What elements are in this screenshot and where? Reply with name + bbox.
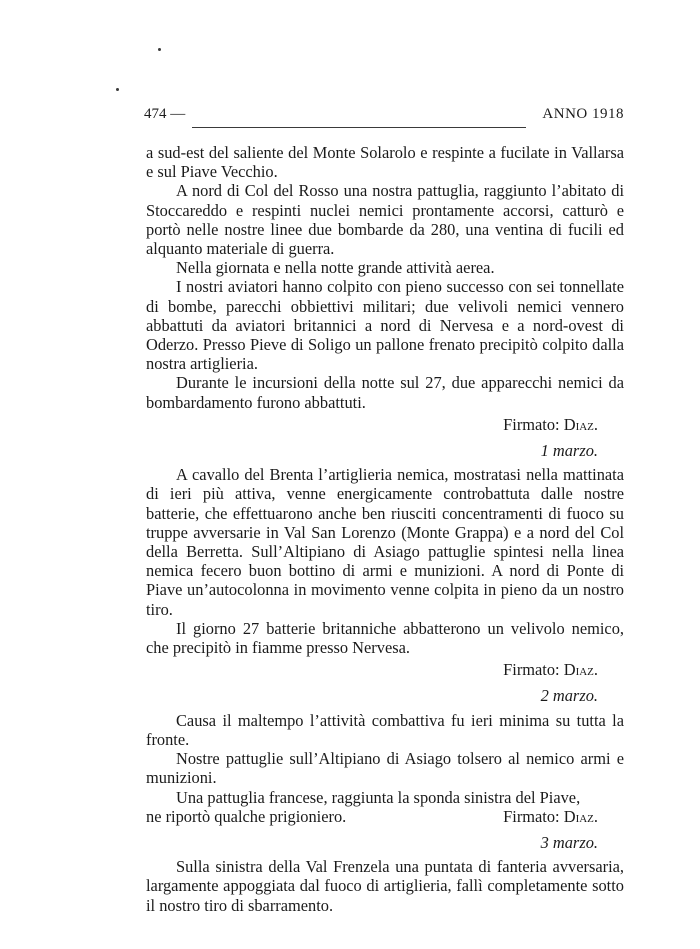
signature-name: Diaz. <box>563 806 598 826</box>
paragraph: A nord di Col del Rosso una nostra pattuglia, raggiunto l’abitato di Stoccareddo e respinti nuclei nemici prontamente accorsi, catturò e portò nelle nostre linee due bombarde da 280, una ventina di fucili ed alquanto materiale di guerra. <box>146 181 624 259</box>
signature-label: Firmato: <box>503 660 560 680</box>
date-heading: 1 marzo. <box>540 441 598 461</box>
paragraph: Causa il maltempo l’attività combattiva fu ieri minima su tutta la fronte. <box>146 710 624 749</box>
date-heading: 2 marzo. <box>540 686 598 706</box>
paragraph: Sulla sinistra della Val Frenzela una puntata di fanteria avversaria, largamente appoggiata dal fuoco di artiglieria, fallì completamente sotto il nostro tiro di sbarramento. <box>146 857 624 915</box>
paragraph: Il giorno 27 batterie britanniche abbatterono un velivolo nemico, che precipitò in fiamme presso Nervesa. <box>146 618 624 658</box>
running-header <box>144 106 624 128</box>
page-number: 474 — <box>144 106 186 122</box>
signature-name: Diaz. <box>563 414 598 434</box>
scan-speck <box>158 48 161 51</box>
signature <box>146 660 598 679</box>
paragraph: Durante le incursioni della notte sul 27, due apparecchi nemici da bombardamento furono abbattuti. <box>146 373 624 412</box>
date-heading: 3 marzo. <box>540 832 598 852</box>
paragraph: Una pattuglia francese, raggiunta la sponda sinistra del Piave, <box>176 787 581 807</box>
signature-label: Firmato: <box>503 414 560 434</box>
running-title: ANNO 1918 <box>542 106 624 122</box>
paragraph: a sud-est del saliente del Monte Solarolo e respinte a fucilate in Vallarsa e sul Piave Vecchio. <box>146 143 624 182</box>
signature <box>503 807 598 826</box>
paragraph: Nella giornata e nella notte grande attività aerea. <box>176 258 495 278</box>
paragraph-with-signature <box>146 807 624 826</box>
paragraph: Nostre pattuglie sull’Altipiano di Asiago tolsero al nemico armi e munizioni. <box>146 749 624 788</box>
signature-name: Diaz. <box>563 660 598 680</box>
scan-speck <box>116 88 119 91</box>
paragraph-end: ne riportò qualche prigioniero. <box>146 806 347 826</box>
page-body <box>146 143 624 915</box>
header-rule <box>192 127 526 128</box>
paragraph: A cavallo del Brenta l’artiglieria nemica, mostratasi nella mattinata di ieri più attiva, venne energicamente controbattuta dalle nostre batterie, che effettuarono anche ben riusciti concentramenti di fuoco su truppe avversarie in Val San Lorenzo (Monte Grappa) e a nord del Col della Berretta. Sull’Altipiano di Asiago pattuglie spintesi nella linea nemica fecero buon bottino di armi e munizioni. A nord di Ponte di Piave un’autocolonna in movimento venne colpita in pieno da un nostro tiro. <box>146 465 624 619</box>
signature-label: Firmato: <box>503 806 560 826</box>
signature <box>146 415 598 434</box>
paragraph: I nostri aviatori hanno colpito con pieno successo con sei tonnellate di bombe, parecchi obbiettivi militari; due velivoli nemici vennero abbattuti da aviatori britannici a nord di Nervesa e a nord-ovest di Oderzo. Presso Pieve di Soligo un pallone frenato precipitò colpito dalla nostra artiglieria. <box>146 277 624 374</box>
